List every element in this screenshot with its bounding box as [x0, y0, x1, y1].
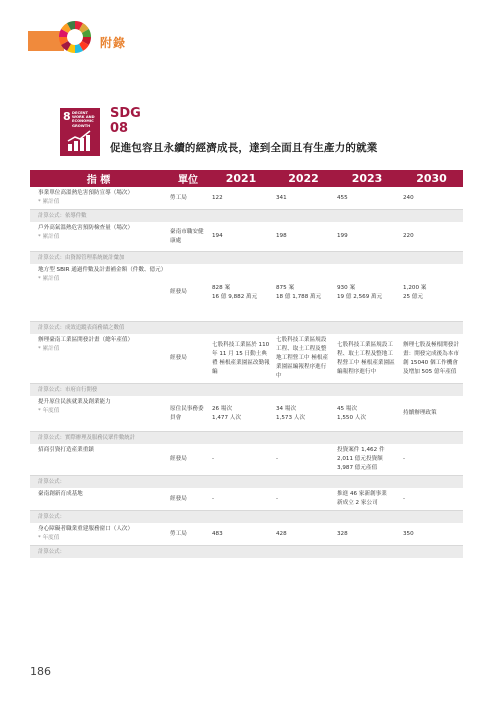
value-2030-text: 辦理七股及極根開發計畫：開發完成後為本市創 15040 個工作機會及增加 505 億年產值 [403, 341, 459, 375]
value-2023-text: 199 [337, 233, 348, 239]
value-2030 [400, 523, 463, 545]
value-2023 [334, 187, 400, 209]
sdg-subtitle: 促進包容且永續的經濟成長，達到全面且有生產力的就業 [110, 142, 378, 154]
value-2022 [273, 488, 334, 510]
header-unit: 單位 [178, 175, 198, 186]
unit-cell [167, 222, 209, 251]
table-row [30, 444, 463, 476]
value-2022 [273, 334, 334, 383]
table-row [30, 187, 463, 210]
value-2030 [400, 222, 463, 251]
value-2030-text: 350 [403, 530, 414, 537]
indicator-cell [30, 488, 167, 510]
badge-text: DECENT WORK AND ECONOMIC GROWTH [72, 111, 95, 128]
unit-cell [167, 523, 209, 545]
indicator-note: * 累計值 [38, 199, 60, 205]
table-header [30, 170, 463, 187]
value-2021-text: 828 案 16 億 9,882 萬元 [212, 284, 258, 300]
indicator-cell [30, 334, 167, 383]
value-2030 [400, 334, 463, 383]
table-body [30, 187, 463, 558]
value-2022 [273, 222, 334, 251]
value-2023-text: 45 場次 1,550 人次 [337, 405, 366, 421]
value-2030-text: 持續辦理政策 [403, 410, 437, 416]
unit-cell [167, 264, 209, 321]
page-number: 186 [30, 665, 51, 678]
header-2021: 2021 [225, 172, 257, 185]
value-2022 [273, 264, 334, 321]
value-2023-text: 推進 46 家新創事業 新成立 2 家公司 [337, 491, 387, 506]
sdg-title-line2: 08 [110, 121, 129, 136]
indicator-name: 戶外高氣溫熱危害預防檢查量（場次） [38, 225, 134, 231]
value-2023 [334, 334, 400, 383]
indicator-note: * 年度值 [38, 408, 60, 414]
growth-chart-icon [67, 130, 93, 152]
formula-row: 計算公式： [30, 546, 463, 558]
value-2021-text: 483 [212, 530, 223, 537]
value-2030-text: 1,200 案 25 億元 [403, 284, 427, 300]
unit-cell [167, 488, 209, 510]
value-2023-text: 455 [337, 194, 348, 201]
unit-cell-text: 經發局 [170, 495, 187, 502]
unit-cell [167, 396, 209, 431]
unit-cell-text: 經發局 [170, 355, 187, 361]
value-2030 [400, 187, 463, 209]
table-row [30, 523, 463, 546]
value-2030-text: 220 [403, 233, 414, 239]
value-2022 [273, 187, 334, 209]
value-2023-text: 投資案件 1,462 件 2,011 億元投資額 3,987 億元產值 [337, 447, 385, 471]
indicator-name: 事業單位高溫熱危害預防宣導（場次） [38, 190, 134, 196]
table-row [30, 488, 463, 511]
value-2021 [209, 523, 273, 545]
value-2023 [334, 488, 400, 510]
badge-number: 8 [63, 110, 71, 123]
indicator-note: * 累計值 [38, 234, 60, 240]
indicator-name: 身心障礙者職業重建服務窗口（人次） [38, 526, 134, 532]
value-2021 [209, 396, 273, 431]
value-2030-text: - [403, 456, 406, 462]
value-2022 [273, 523, 334, 545]
table-row [30, 222, 463, 252]
value-2023 [334, 222, 400, 251]
value-2023 [334, 396, 400, 431]
indicator-name: 辦理臺南工業區開發計畫（總年產值） [38, 337, 134, 343]
section-label: 附錄 [100, 36, 127, 50]
header-indicator: 指 標 [86, 175, 111, 186]
value-2023 [334, 444, 400, 475]
indicator-cell [30, 264, 167, 321]
indicator-cell [30, 222, 167, 251]
unit-cell [167, 187, 209, 209]
unit-cell-text: 經發局 [170, 289, 187, 295]
value-2022-text: 198 [276, 233, 287, 239]
unit-cell-text: 勞工局 [170, 530, 187, 537]
unit-cell-text: 原住民事務委員會 [170, 405, 204, 421]
value-2022-text: - [276, 456, 279, 462]
formula-row: 計算公式：依導件數 [30, 210, 463, 222]
value-2023-text: 930 案 19 億 2,569 萬元 [337, 284, 383, 300]
value-2021-text: - [212, 495, 215, 502]
indicator-note: * 累計值 [38, 346, 60, 352]
value-2030 [400, 264, 463, 321]
unit-cell-text: 臺南市職安健康處 [170, 228, 204, 244]
table-row [30, 334, 463, 384]
indicator-name: 招商引資打造產業重鎮 [38, 447, 94, 453]
unit-cell-text: 經發局 [170, 456, 187, 462]
sdg-wheel-icon [58, 20, 92, 54]
value-2022-text: 七股科技工業區規設工程、取土工程及整地工程營工中 極根產業園區編報程序進行中 [276, 337, 329, 379]
value-2022-text: - [276, 495, 279, 502]
value-2021-text: 194 [212, 233, 223, 239]
sdg8-badge [60, 108, 100, 156]
value-2021 [209, 444, 273, 475]
value-2022 [273, 444, 334, 475]
table-row [30, 396, 463, 432]
indicator-name: 臺南創新育成基地 [38, 491, 83, 497]
indicator-name: 地方型 SBIR 通過件數及計畫補金額（件數、億元） [38, 267, 167, 273]
formula-row: 計算公式：市府自行開發 [30, 384, 463, 396]
value-2030 [400, 444, 463, 475]
header-2030: 2030 [416, 172, 447, 185]
value-2022-text: 341 [276, 194, 287, 201]
indicator-cell [30, 396, 167, 431]
formula-row: 計算公式：由資源管理系統統計彙加 [30, 252, 463, 264]
unit-cell-text: 勞工局 [170, 194, 187, 201]
formula-row: 計算公式：實際辦理及服務民眾件數統計 [30, 432, 463, 444]
indicator-name: 提升原住民族就業及創業能力 [38, 399, 111, 405]
formula-row: 計算公式： [30, 511, 463, 523]
value-2022 [273, 396, 334, 431]
header-2023: 2023 [351, 172, 383, 185]
value-2021-text: 七股科技工業區於 110 年 11 月 15 日動土典禮 極根產業園區改勤報編 [212, 341, 270, 375]
indicator-note: * 年度值 [38, 535, 60, 541]
value-2022-text: 34 場次 1,573 人次 [276, 405, 305, 421]
value-2030-text: - [403, 495, 406, 502]
sdg-title-line1: SDG [110, 106, 141, 121]
value-2022-text: 875 案 18 億 1,788 萬元 [276, 284, 322, 300]
indicator-table [30, 170, 463, 558]
value-2021 [209, 187, 273, 209]
value-2022-text: 428 [276, 530, 287, 537]
value-2023 [334, 264, 400, 321]
value-2021 [209, 222, 273, 251]
value-2021 [209, 488, 273, 510]
table-row [30, 264, 463, 322]
formula-row: 計算公式：成效追蹤表商務績之數值 [30, 322, 463, 334]
formula-row: 計算公式： [30, 476, 463, 488]
value-2023-text: 七股科技工業區規設工程、取土工程及整地工程營工中 極根產業園區編報程序進行中 [337, 341, 395, 375]
value-2021-text: 122 [212, 194, 223, 201]
header-2022: 2022 [288, 172, 319, 185]
sdg-title [110, 106, 141, 136]
indicator-cell [30, 523, 167, 545]
value-2023-text: 328 [337, 530, 348, 537]
indicator-cell [30, 444, 167, 475]
value-2021 [209, 264, 273, 321]
unit-cell [167, 444, 209, 475]
value-2021-text: 26 場次 1,477 人次 [212, 405, 241, 421]
unit-cell [167, 334, 209, 383]
indicator-cell [30, 187, 167, 209]
value-2021-text: - [212, 456, 215, 462]
indicator-note: * 累計值 [38, 276, 60, 282]
value-2021 [209, 334, 273, 383]
value-2023 [334, 523, 400, 545]
value-2030 [400, 396, 463, 431]
value-2030-text: 240 [403, 194, 414, 201]
value-2030 [400, 488, 463, 510]
